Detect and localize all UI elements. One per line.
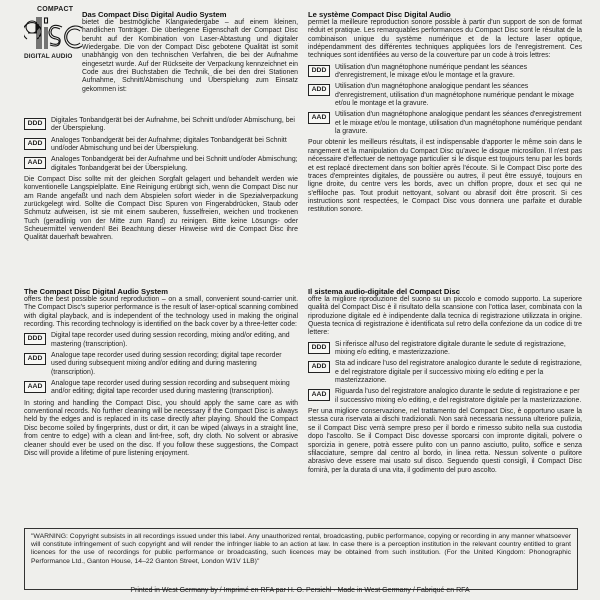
english-outro-text: In storing and handling the Compact Disc, you should apply the same care as with conventional records. No further cleaning will be necessary if the Compact Disc is always held by the edges and is replaced in its case directly after playing. Should the Compact Disc become soiled by fingerprints, dust or dirt, it can be wiped (always in a straight line, from centre to edge) with a clean and lint-free, soft, dry cloth. No solvent or abrasive cleaner should ever be used on the disc. If you follow these suggestions, the Compact Disc will provide a lifetime of pure listening enjoyment. <box>24 399 298 457</box>
italian-code-row <box>308 360 582 385</box>
logo-compact-text: COMPACT <box>37 6 74 13</box>
code-badge: DDD <box>308 65 330 77</box>
printed-in-footer: Printed in West Germany by / Imprimé en RFA par H. O. Persiehl · Made in West Germany / Fabriqué en RFA <box>130 587 470 594</box>
italian-outro-text: Per una migliore conservazione, nel trattamento del Compact Disc, è opportuno usare la stessa cura riservata ai dischi tradizionali. Non sarà necessaria nessuna ulteriore pulizia, se il Compact Disc verrà sempre preso per il bordo e rimesso subito nella sua custodia dopo l'ascolto. Se il Compact Disc dovesse sporcarsi con impronte digitali, polvere o sporcizia in genere, potrà essere pulito con un panno asciutto, pulito, soffice e senza sfilacciature, sempre dal centro al bordo, in linea retta. Nessun solvente o pulitore abrasivo deve essere mai usato sul disco. Seguendo questi consigli, il Compact Disc fornirà, per la durata di una vita, il godimento del puro ascolto. <box>308 408 582 474</box>
english-intro-text: offers the best possible sound reproduction – on a small, convenient sound-carrier unit. The Compact Disc's superior performance is the result of laser-optical scanning combined with digital playback, and is independent of the technology used in making the original recording. This recording technology is identified on the back cover by a three-letter code: <box>24 296 299 329</box>
german-code-row <box>24 117 298 134</box>
german-outro-text: Die Compact Disc sollte mit der gleichen Sorgfalt gelagert und behandelt werden wie konventionelle Langspielplatte. Eine Reinigung erübrigt sich, wenn die Compact Disc nur am Rande angefaßt und nach dem Abspielen sofort wieder in die Spezialverpackung zurückgelegt wird. Sollte die Compact Disc Spuren von Fingerabdrücken, Staub oder Schmutz aufweisen, ist sie mit einem sauberen, fusselfreien, weichen und trockenen Tuch (geradlinig von der Mitte zum Rand) zu reinigen. Bitte keine Lösungs- oder Scheuermittel verwenden! Bei Beachtung dieser Hinweise wird die Compact Disc ihre Qualität dauerhaft bewahren. <box>24 176 298 242</box>
code-description: Analoges Tonbandgerät bei der Aufnahme; digitales Tonbandgerät bei Schnitt und/oder Abmischung und bei der Überspielung. <box>51 136 287 153</box>
code-badge: AAD <box>308 389 330 401</box>
code-description: Sta ad indicare l'uso del registratore analogico durante le sedute di registrazione, e del registratore digitale per il successivo mixing e/o editing e per la masterizzazione. <box>335 360 582 385</box>
french-title: Le système Compact Disc Digital Audio <box>308 10 451 19</box>
french-code-row <box>308 64 582 81</box>
code-description: Riguarda l'uso del registratore analogico durante le sedute di registrazione e per il successivo mixing e/o editing, e del registratore digitale per la masterizzazione. <box>335 388 582 404</box>
disc-wordmark-icon <box>24 13 84 53</box>
french-code-row <box>308 83 582 108</box>
code-description: Si riferisce all'uso del registratore digitale durante le sedute di registrazione, mixing e/o editing, e masterizzazione. <box>335 340 566 357</box>
code-description: Utilisation d'un magnétophone analogique pendant les séances d'enregistrement et le mixage et/ou le montage, utilisation d'un magnétophone numérique pendant la gravure. <box>335 111 582 136</box>
section-german-codes <box>24 114 298 243</box>
code-badge: DDD <box>308 342 330 354</box>
french-outro-text: Pour obtenir les meilleurs résultats, il est indispensable d'apporter le même soin dans le rangement et la manipulation du Compact Disc qu'avec le disque microsillon. Il n'est pas nécessaire d'effectuer de nettoyage particulier si le disque est toujours tenu par les bords et est replacé directement dans son boîtier après l'écoute. Si le Compact Disc porte des traces d'empreintes digitales, de poussière ou autres, il peut être essuyé, toujours en ligne droite, du centre vers les bords, avec un chiffon propre, doux et sec qui ne s'effiloche pas. Tout produit nettoyant, solvant ou abrasif doit être proscrit. Si ces instructions sont respectées, le Compact Disc vous donnera une parfaite et durable restitution sonore. <box>308 139 582 214</box>
english-title: The Compact Disc Digital Audio System <box>24 287 169 296</box>
code-description: Utilisation d'un magnétophone numérique pendant les séances d'enregistrement, le mixage et/ou le montage et la gravure. <box>335 63 528 80</box>
code-badge: AAD <box>24 157 46 169</box>
italian-code-row <box>308 341 582 358</box>
german-title: Das Compact Disc Digital Audio System <box>82 10 227 19</box>
german-code-row <box>24 156 298 173</box>
german-code-row <box>24 137 298 154</box>
code-badge: AAD <box>308 112 330 124</box>
code-badge: ADD <box>24 138 46 150</box>
code-badge: AAD <box>24 381 46 393</box>
code-description: Digitales Tonbandgerät bei der Aufnahme, bei Schnitt und/oder Abmischung, bei der Überspielung. <box>51 117 295 133</box>
code-badge: ADD <box>308 361 330 373</box>
code-description: Analogue tape recorder used during session recording; digital tape recorder used during subsequent mixing and/or editing and during mastering (transcription). <box>51 352 282 376</box>
copyright-warning-box <box>24 528 578 590</box>
code-description: Utilisation d'un magnétophone analogique pendant les séances d'enregistrement, utilisation d'un magnétophone numérique pendant le mixage et/ou le montage et la gravure. <box>335 83 574 108</box>
english-code-row <box>24 332 298 349</box>
section-french <box>308 10 582 215</box>
french-code-row <box>308 111 582 136</box>
logo-digital-audio-text: DIGITAL AUDIO <box>24 53 73 60</box>
code-badge: DDD <box>24 118 46 130</box>
code-badge: ADD <box>24 353 46 365</box>
english-code-row <box>24 352 298 377</box>
section-german-intro <box>82 10 298 94</box>
section-italian <box>308 287 582 475</box>
code-badge: DDD <box>24 333 46 345</box>
code-description: Digital tape recorder used during session recording, mixing and/or editing, and mastering (transcription). <box>51 332 290 348</box>
code-description: Analoges Tonbandgerät bei der Aufnahme und bei Schnitt und/oder Abmischung; digitales Tonbandgerät bei der Überspielung. <box>51 156 298 172</box>
code-description: Analogue tape recorder used during session recording and subsequent mixing and/or editing; digital tape recorder used during mastering (transcription). <box>51 380 290 396</box>
english-code-row <box>24 380 298 397</box>
italian-title: Il sistema audio-digitale del Compact Disc <box>308 287 460 296</box>
copyright-warning-text: "WARNING: Copyright subsists in all recordings issued under this label. Any unauthorized rental, broadcasting, public performance, copying or recording in any manner whatsoever will constitute infringement of such copyright and will render the infringer liable to an action at law. In case there is a perception institution in the relevant country entitled to grant licences for the use of recordings for public performance or broadcasting, such licences may be obtained from such institution. (For the United Kingdom: Phonographic Performance Ltd., Ganton House, 14–22 Ganton Street, London W1V 1LB)" <box>31 533 571 565</box>
italian-code-row <box>308 388 582 405</box>
compact-disc-logo <box>24 6 84 62</box>
section-english <box>24 287 298 458</box>
italian-intro-text: offre la migliore riproduzione del suono su un piccolo e comodo supporto. La superiore qualità del Compact Disc è il risultato della scansione con l'ottica laser, combinata con la riproduzione digitale ed è indipendente dalla tecnica di registrazione utilizzata in origine. Questa tecnica di registrazione è identificata sul retro della confezione da un codice di tre lettere: <box>308 296 582 337</box>
french-intro-text: permet la meilleure reproduction sonore possible à partir d'un support de son de format réduit et pratique. Les remarquables performances du Compact Disc sont le résultat de la combinaison unique du système numérique et de la lecture laser optique, indépendamment des différentes techniques appliquées lors de l'enregistrement. Ces techniques sont identifiées au verso de la couverture par un code à trois lettres: <box>308 19 582 60</box>
german-intro-text: bietet die bestmögliche Klangwiedergabe – auf einem kleinen, handlichen Tonträger. Die überlegene Eigenschaft der Compact Disc beruht auf der Kombination von Laser-Abtastung und digitaler Wiedergabe. Die von der Compact Disc gebotene Qualität ist somit unabhängig von den technischen Verfahren, die bei der Aufnahme eingesetzt wurde. Auf der Rückseite der Verpackung kennzeichnet ein Code aus drei Buchstaben die Technik, die bei den drei Stationen Aufnahme, Schnitt/Abmischung und Überspielung zum Einsatz gekommen ist: <box>82 19 298 93</box>
code-badge: ADD <box>308 84 330 96</box>
